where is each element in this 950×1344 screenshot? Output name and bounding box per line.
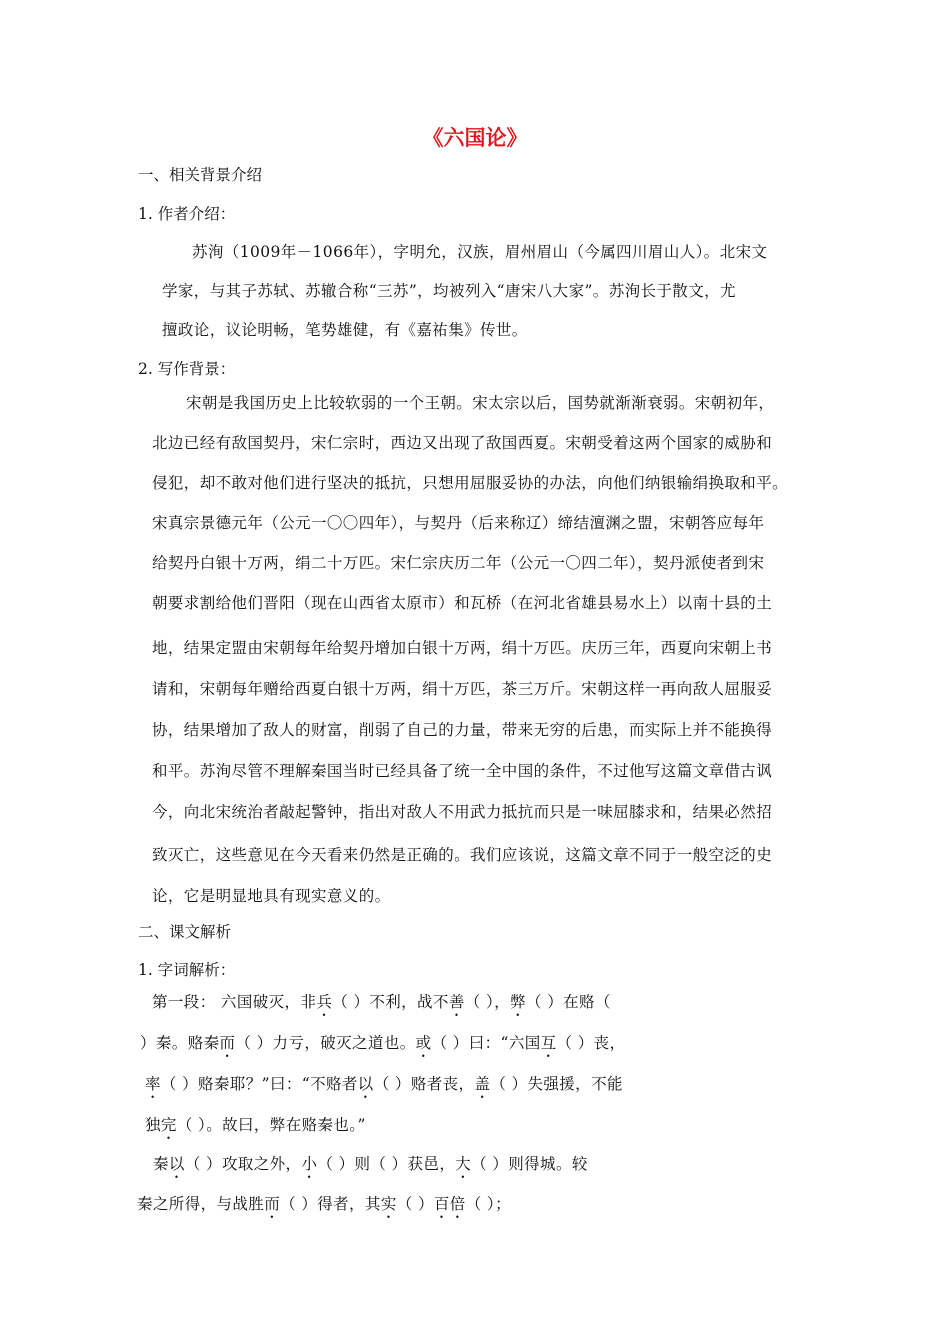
exercise-line-6: 秦之所得，与战胜而（ ）得者，其实（ ）百倍（ ）； xyxy=(137,1195,511,1213)
background-line-6: 朝要求割给他们晋阳（现在山西省太原市）和瓦桥（在河北省雄县易水上）以南十县的土 xyxy=(152,594,773,612)
subheading-background: 2. 写作背景： xyxy=(138,360,236,378)
author-line-2: 学家，与其子苏轼、苏辙合称“三苏”，均被列入“唐宋八大家”。苏洵长于散文，尤 xyxy=(162,282,736,300)
author-line-3: 擅政论，议论明畅，笔势雄健，有《嘉祐集》传世。 xyxy=(162,321,528,339)
background-line-9: 协，结果增加了敌人的财富，削弱了自己的力量，带来无穷的后患，而实际上并不能换得 xyxy=(152,721,773,739)
background-line-2: 北边已经有敌国契丹，宋仁宗时，西边又出现了敌国西夏。宋朝受着这两个国家的威胁和 xyxy=(152,434,773,452)
background-line-7: 地，结果定盟由宋朝每年给契丹增加白银十万两，绢十万匹。庆历三年，西夏向宋朝上书 xyxy=(152,639,773,657)
section-heading-background: 一、相关背景介绍 xyxy=(138,166,263,184)
exercise-line-1: 第一段： 六国破灭，非兵（ ）不利，战不善（ ），弊（ ）在赂（ xyxy=(152,993,611,1011)
background-line-13: 论，它是明显地具有现实意义的。 xyxy=(152,887,391,905)
exercise-line-2: ）秦。赂秦而（ ）力亏，破灭之道也。或（ ）曰：“六国互（ ）丧， xyxy=(140,1034,626,1052)
background-line-12: 致灭亡，这些意见在今天看来仍然是正确的。我们应该说，这篇文章不同于一般空泛的史 xyxy=(152,846,773,864)
author-line-1: 苏洵（1009年－1066年），字明允，汉族，眉州眉山（今属四川眉山人）。北宋文 xyxy=(192,243,768,261)
background-line-8: 请和，宋朝每年赠给西夏白银十万两，绢十万匹，茶三万斤。宋朝这样一再向敌人屈服妥 xyxy=(152,680,773,698)
page-title: 《六国论》 xyxy=(422,125,528,150)
background-line-3: 侵犯，却不敢对他们进行坚决的抵抗，只想用屈服妥协的办法，向他们纳银输绢换取和平。 xyxy=(152,474,789,492)
subheading-words: 1. 字词解析： xyxy=(138,961,236,979)
subheading-author: 1. 作者介绍： xyxy=(138,205,236,223)
background-line-4: 宋真宗景德元年（公元一〇〇四年），与契丹（后来称辽）缔结澶渊之盟，宋朝答应每年 xyxy=(152,514,765,532)
background-line-1: 宋朝是我国历史上比较软弱的一个王朝。宋太宗以后，国势就渐渐衰弱。宋朝初年， xyxy=(186,394,775,412)
section-heading-analysis: 二、课文解析 xyxy=(138,923,232,941)
exercise-line-3: 率（ ）赂秦耶？”曰：“不赂者以（ ）赂者丧，盖（ ）失强援，不能 xyxy=(145,1075,623,1093)
background-line-11: 今，向北宋统治者敲起警钟，指出对敌人不用武力抵抗而只是一味屈膝求和，结果必然招 xyxy=(152,803,773,821)
exercise-line-4: 独完（ ）。故曰，弊在赂秦也。” xyxy=(145,1116,366,1134)
background-line-10: 和平。苏洵尽管不理解秦国当时已经具备了统一全中国的条件，不过他写这篇文章借古讽 xyxy=(152,762,773,780)
exercise-line-5: 秦以（ ）攻取之外，小（ ）则（ ）获邑，大（ ）则得城。较 xyxy=(153,1155,588,1173)
background-line-5: 给契丹白银十万两，绢二十万匹。宋仁宗庆历二年（公元一〇四二年），契丹派使者到宋 xyxy=(152,554,765,572)
